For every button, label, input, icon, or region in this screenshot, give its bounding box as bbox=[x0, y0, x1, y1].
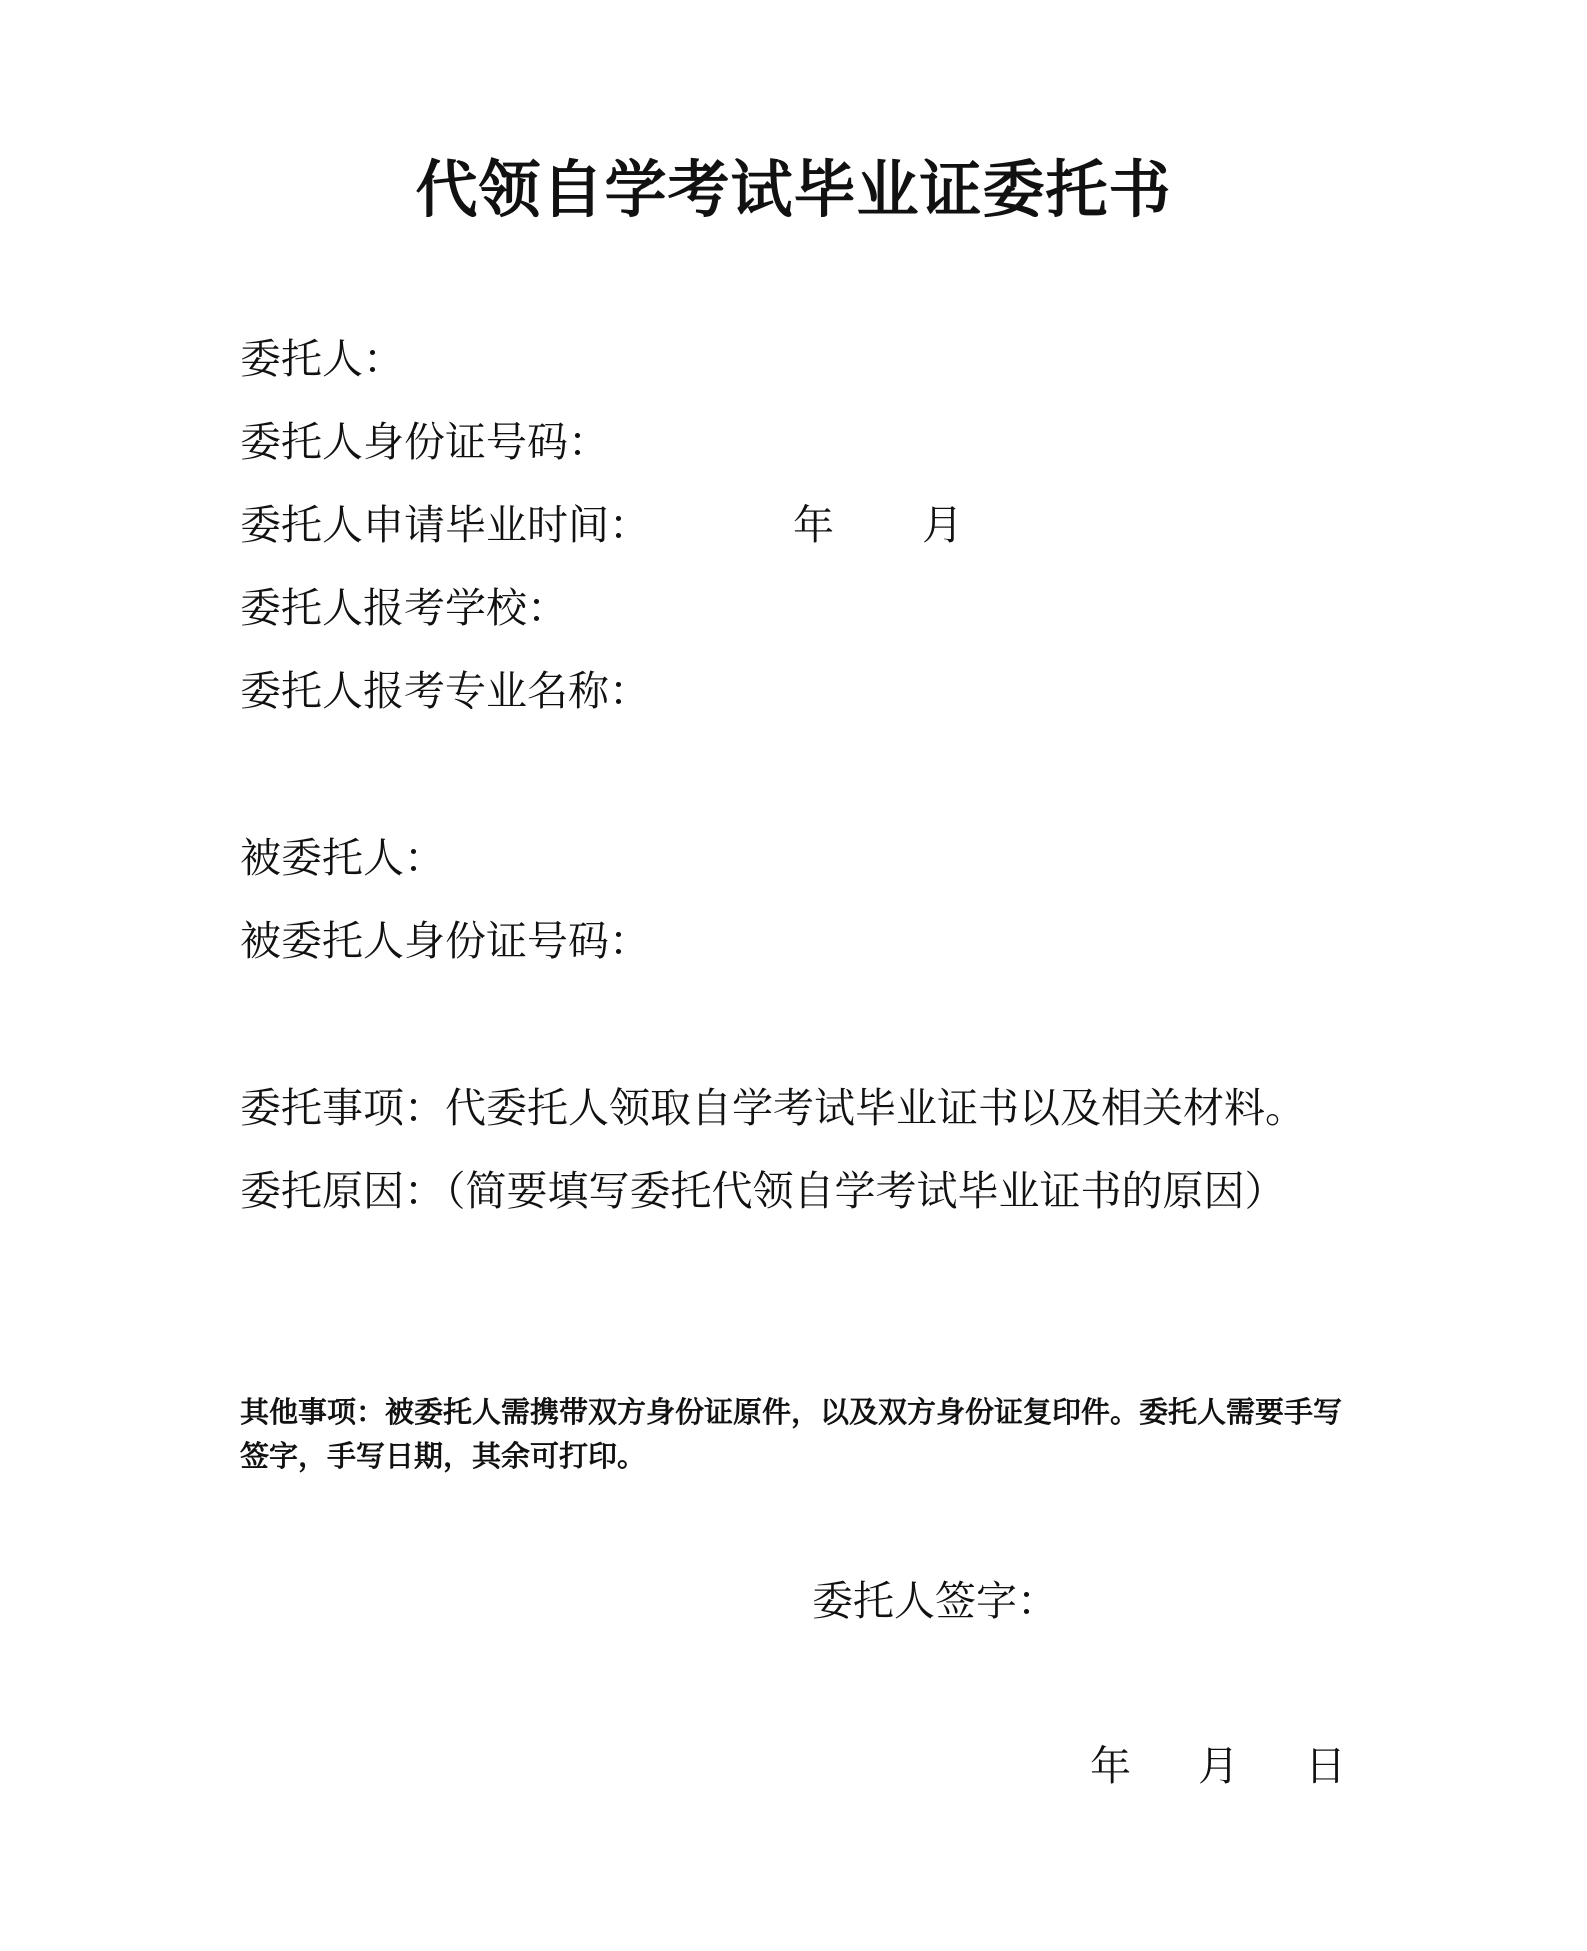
principal-major-label: 委托人报考专业名称： bbox=[240, 667, 650, 715]
principal-label: 委托人： bbox=[240, 335, 404, 383]
agent-id-label: 被委托人身份证号码： bbox=[240, 917, 650, 965]
entrusted-reason: 委托原因：（简要填写委托代领自学考试毕业证书的原因） bbox=[240, 1167, 1286, 1215]
principal-signature-label: 委托人签字： bbox=[812, 1577, 1058, 1625]
signature-day-unit: 日 bbox=[1305, 1742, 1346, 1790]
grad-month-unit: 月 bbox=[922, 501, 963, 549]
signature-year-unit: 年 bbox=[1090, 1742, 1131, 1790]
principal-school-label: 委托人报考学校： bbox=[240, 584, 568, 632]
agent-label: 被委托人： bbox=[240, 834, 445, 882]
principal-id-label: 委托人身份证号码： bbox=[240, 418, 609, 466]
document-title: 代领自学考试毕业证委托书 bbox=[415, 153, 1172, 226]
principal-grad-time-label: 委托人申请毕业时间： bbox=[240, 501, 650, 549]
grad-year-unit: 年 bbox=[793, 501, 834, 549]
other-matters-note: 其他事项：被委托人需携带双方身份证原件，以及双方身份证复印件。委托人需要手写签字，手写日期，其余可打印。 bbox=[240, 1395, 1343, 1473]
signature-month-unit: 月 bbox=[1198, 1742, 1239, 1790]
entrusted-matter: 委托事项：代委托人领取自学考试毕业证书以及相关材料。 bbox=[240, 1084, 1306, 1132]
